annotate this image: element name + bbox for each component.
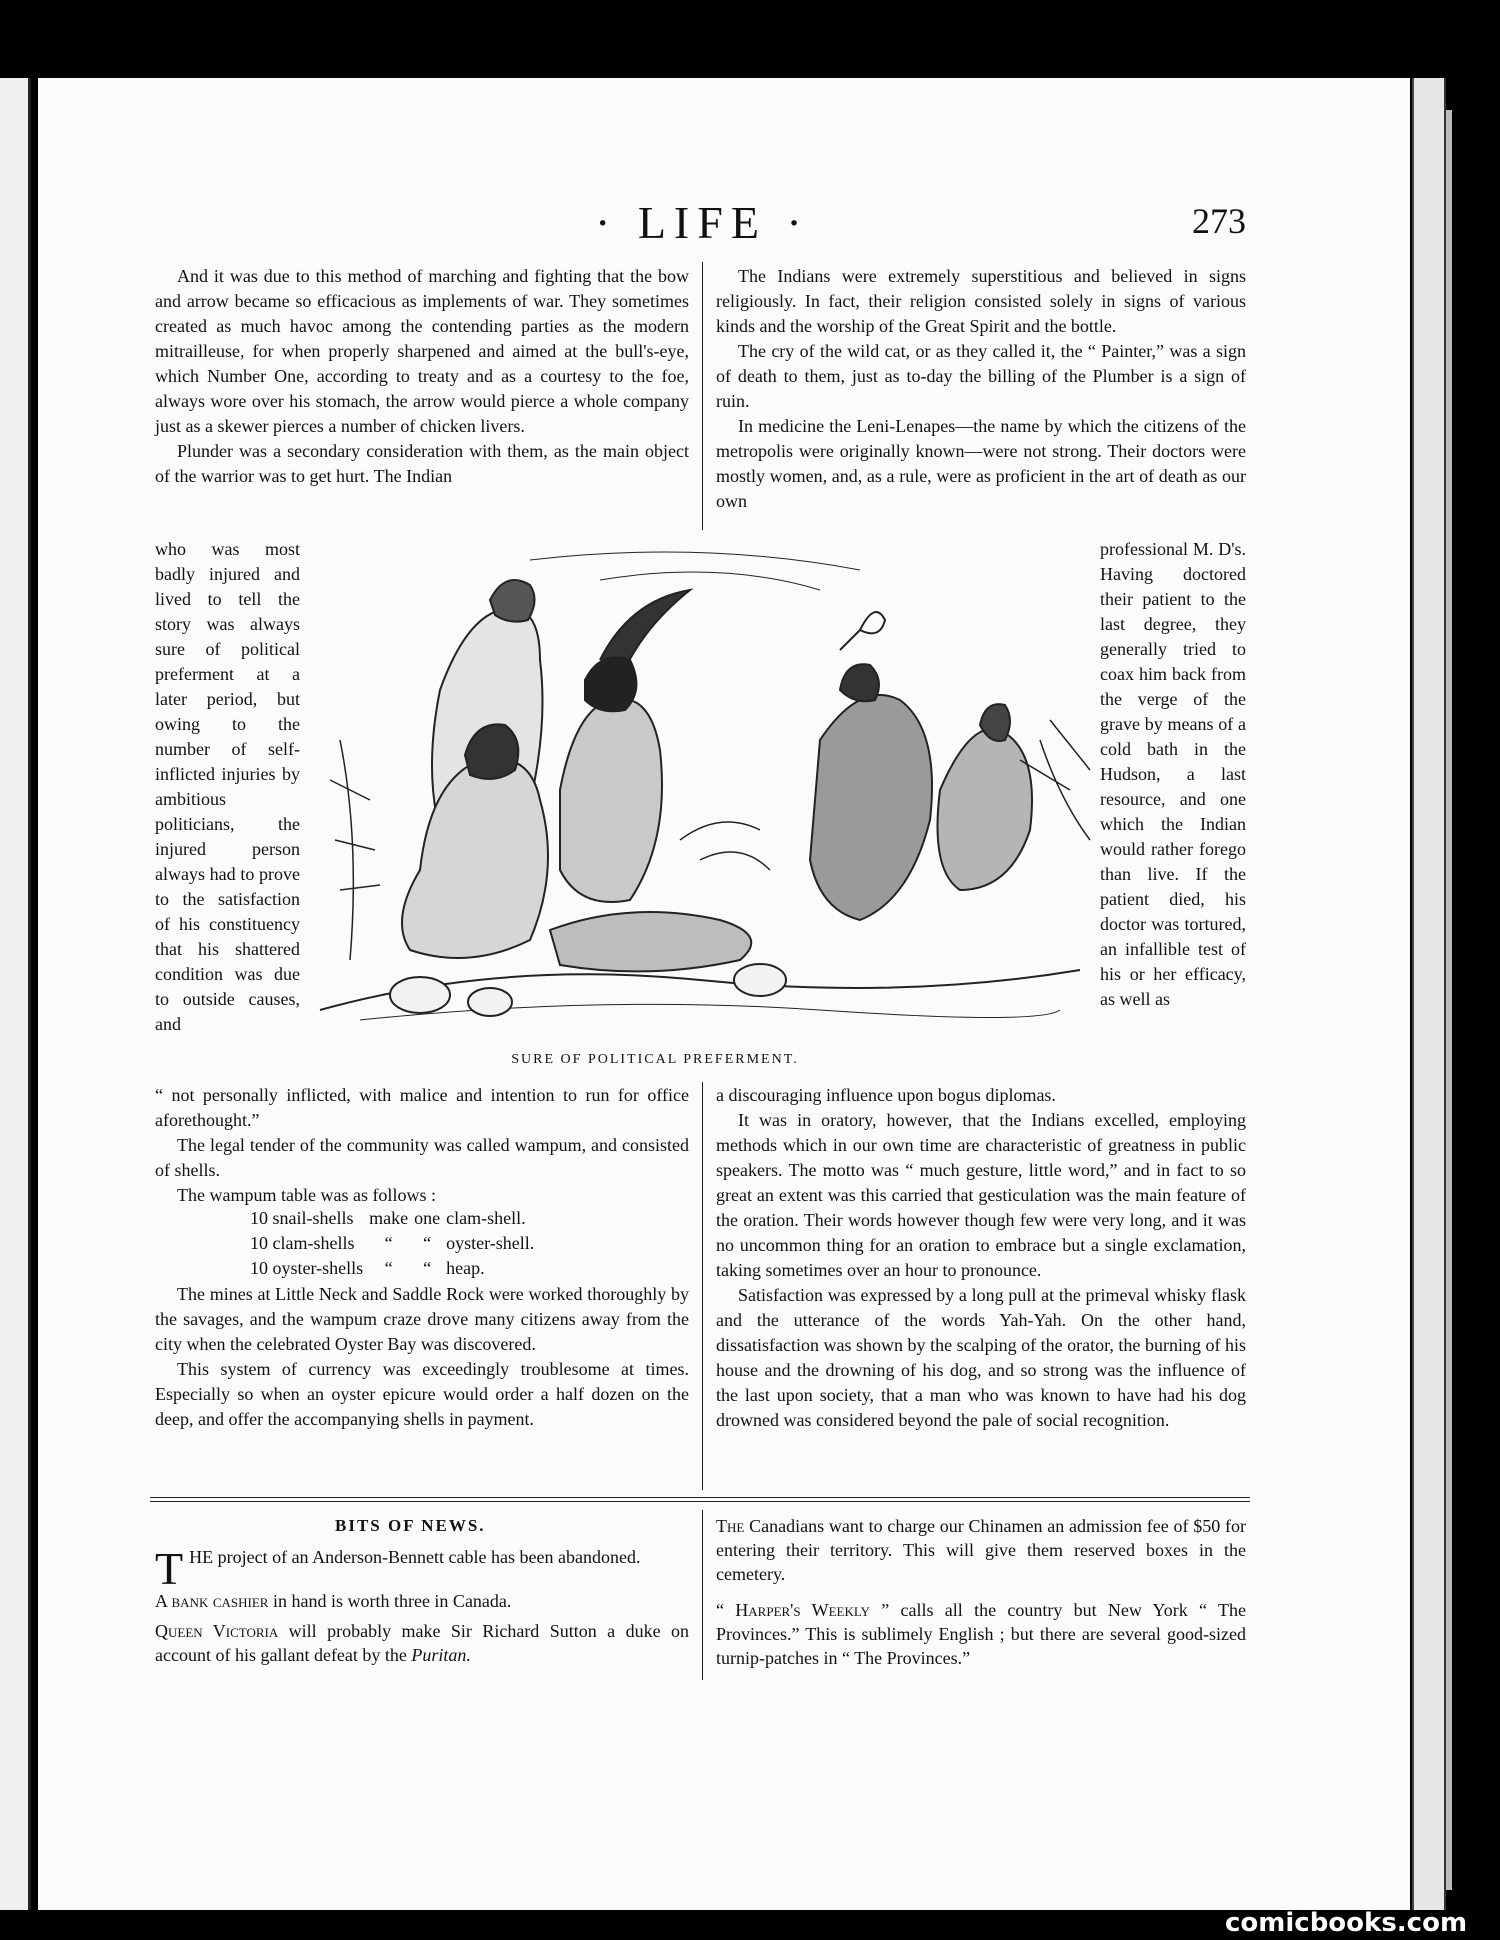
table-cell: 10 snail-shells xyxy=(250,1208,354,1228)
table-cell: heap. xyxy=(446,1258,485,1278)
paragraph: It was in oratory, however, that the Indians excelled, employing methods which in our own time are characteristic of greatness in public speakers. The motto was “ much gesture, little word,” and in fact to so great an extent was this carried that gesticulation was the main feature of the oration. Their words however though few were very long, and it was no uncommon thing for an oration to embrace but a single exclamation, taking sometimes over an hour to pronounce. xyxy=(716,1110,1246,1280)
column-divider xyxy=(702,262,703,530)
paragraph: This system of currency was exceedingly troublesome at times. Especially so when an oyster epicure would order a half dozen on the deep, and offer the accompanying shells in payment. xyxy=(155,1359,689,1429)
news-lead: The xyxy=(716,1516,745,1536)
paragraph: In medicine the Leni-Lenapes—the name by which the citizens of the metropolis were originally known—were not strong. Their doctors were mostly women, and, as a rule, were as proficient in the art of death as our own xyxy=(716,416,1246,511)
paragraph: The wampum table was as follows : xyxy=(177,1185,436,1205)
paragraph: The mines at Little Neck and Saddle Rock were worked thoroughly by the savages, and the wampum craze drove many citizens away from the city when the celebrated Oyster Bay was discovered. xyxy=(155,1284,689,1354)
wampum-table xyxy=(250,1206,540,1281)
news-text: HE project of an Anderson-Bennett cable has been abandoned. xyxy=(189,1547,641,1567)
section-divider xyxy=(150,1501,1250,1502)
left-column-bottom-2 xyxy=(155,1282,689,1432)
left-narrow-column xyxy=(155,537,300,1037)
news-heading: BITS OF NEWS. xyxy=(335,1516,486,1535)
table-cell: 10 clam-shells xyxy=(250,1233,355,1253)
column-divider xyxy=(702,1082,703,1490)
news-text: in hand is worth three in Canada. xyxy=(268,1591,512,1611)
right-narrow-column xyxy=(1100,537,1246,1012)
news-text: will probably make Sir Richard Sutton a duke on account of his gallant defeat by the xyxy=(155,1621,689,1665)
table-cell: oyster-shell. xyxy=(446,1233,535,1253)
table-row xyxy=(250,1256,540,1281)
page-number: 273 xyxy=(1192,201,1246,241)
illustration xyxy=(300,540,1100,1040)
news-item xyxy=(155,1619,689,1667)
news-item xyxy=(716,1514,1246,1586)
table-cell: “ xyxy=(423,1233,432,1253)
news-item xyxy=(716,1598,1246,1670)
right-column-bottom xyxy=(716,1083,1246,1433)
news-right-column xyxy=(716,1514,1246,1670)
paragraph: The cry of the wild cat, or as they called it, the “ Painter,” was a sign of death to them, just as to-day the billing of the Plumber is a sign of ruin. xyxy=(716,341,1246,411)
news-lead: A bank cashier xyxy=(155,1591,269,1611)
left-column-bottom xyxy=(155,1083,689,1208)
table-cell: clam-shell. xyxy=(446,1208,526,1228)
news-item xyxy=(155,1589,689,1613)
table-cell: one xyxy=(414,1208,441,1228)
table-cell: “ xyxy=(384,1258,393,1278)
facing-page-edge xyxy=(0,78,31,1910)
news-text: calls all the country but New York “ The Provinces.” This is sublimely English ; but there are several good-sized turnip-patches in “ The Provinces.” xyxy=(716,1600,1246,1668)
paragraph: professional M. D's. Having doctored their patient to the last degree, they generally tried to coax him back from the verge of the grave by means of a cold bath in the Hudson, a last resource, and one which the Indian would rather forego than live. If the patient died, his doctor was tortured, an infallible test of his or her efficacy, as well as xyxy=(1100,539,1246,1009)
page-stack-edge-inner xyxy=(1446,110,1452,1890)
right-column-top xyxy=(716,264,1246,514)
paragraph: The legal tender of the community was called wampum, and consisted of shells. xyxy=(155,1135,689,1180)
news-left-column xyxy=(155,1545,689,1667)
paragraph: The Indians were extremely superstitious and believed in signs religiously. In fact, their religion consisted solely in signs of various kinds and the worship of the Great Spirit and the bottle. xyxy=(716,266,1246,336)
table-row xyxy=(250,1206,540,1231)
paragraph: And it was due to this method of marching and fighting that the bow and arrow became so efficacious as implements of war. They sometimes created as much havoc among the contending parties as the modern mitrailleuse, for when properly sharpened and aimed at the bull's-eye, which Number One, according to treaty and as a courtesy to the foe, always wore over his stomach, the arrow would pierce a whole company just as a skewer pierces a number of chicken livers. xyxy=(155,266,689,436)
table-cell: 10 oyster-shells xyxy=(250,1258,364,1278)
table-cell: “ xyxy=(423,1258,432,1278)
news-italic: Puritan. xyxy=(411,1645,471,1665)
illustration-caption: SURE OF POLITICAL PREFERMENT. xyxy=(511,1052,799,1067)
drop-cap: T xyxy=(155,1543,184,1594)
left-column-top xyxy=(155,264,689,489)
news-lead: “ Harper's Weekly ” xyxy=(716,1600,890,1620)
table-cell: “ xyxy=(384,1233,393,1253)
magazine-title: · LIFE · xyxy=(595,197,810,248)
page-stack-edge xyxy=(1412,78,1446,1910)
paragraph: who was most badly injured and lived to tell the story was always sure of political preferment at a later period, but owing to the number of self-inflicted injuries by ambitious politicians, the injured person always had to prove to the satisfaction of his constituency that his shattered condition was due to outside causes, and xyxy=(155,539,300,1034)
column-divider xyxy=(702,1510,703,1680)
paragraph: “ not personally inflicted, with malice and intention to run for office aforethought.” xyxy=(155,1085,689,1130)
news-text: Canadians want to charge our Chinamen an admission fee of $50 for entering their territory. This will give them reserved boxes in the cemetery. xyxy=(716,1516,1246,1584)
news-item xyxy=(155,1543,689,1594)
table-cell: make xyxy=(369,1208,409,1228)
paragraph: Satisfaction was expressed by a long pull at the primeval whisky flask and the utterance of the words Yah-Yah. On the other hand, dissatisfaction was shown by the scalping of the orator, the burning of his house and the drowning of his dog, and so strong was the influence of the last upon society, that a man who was known to have had his dog drowned was considered beyond the pale of social recognition. xyxy=(716,1285,1246,1430)
paragraph: Plunder was a secondary consideration with them, as the main object of the warrior was to get hurt. The Indian xyxy=(155,441,689,486)
table-row xyxy=(250,1231,540,1256)
paragraph: a discouraging influence upon bogus diplomas. xyxy=(716,1085,1056,1105)
site-watermark: comicbooks.com xyxy=(1225,1908,1468,1938)
news-lead: Queen Victoria xyxy=(155,1621,279,1641)
section-divider xyxy=(150,1497,1250,1498)
